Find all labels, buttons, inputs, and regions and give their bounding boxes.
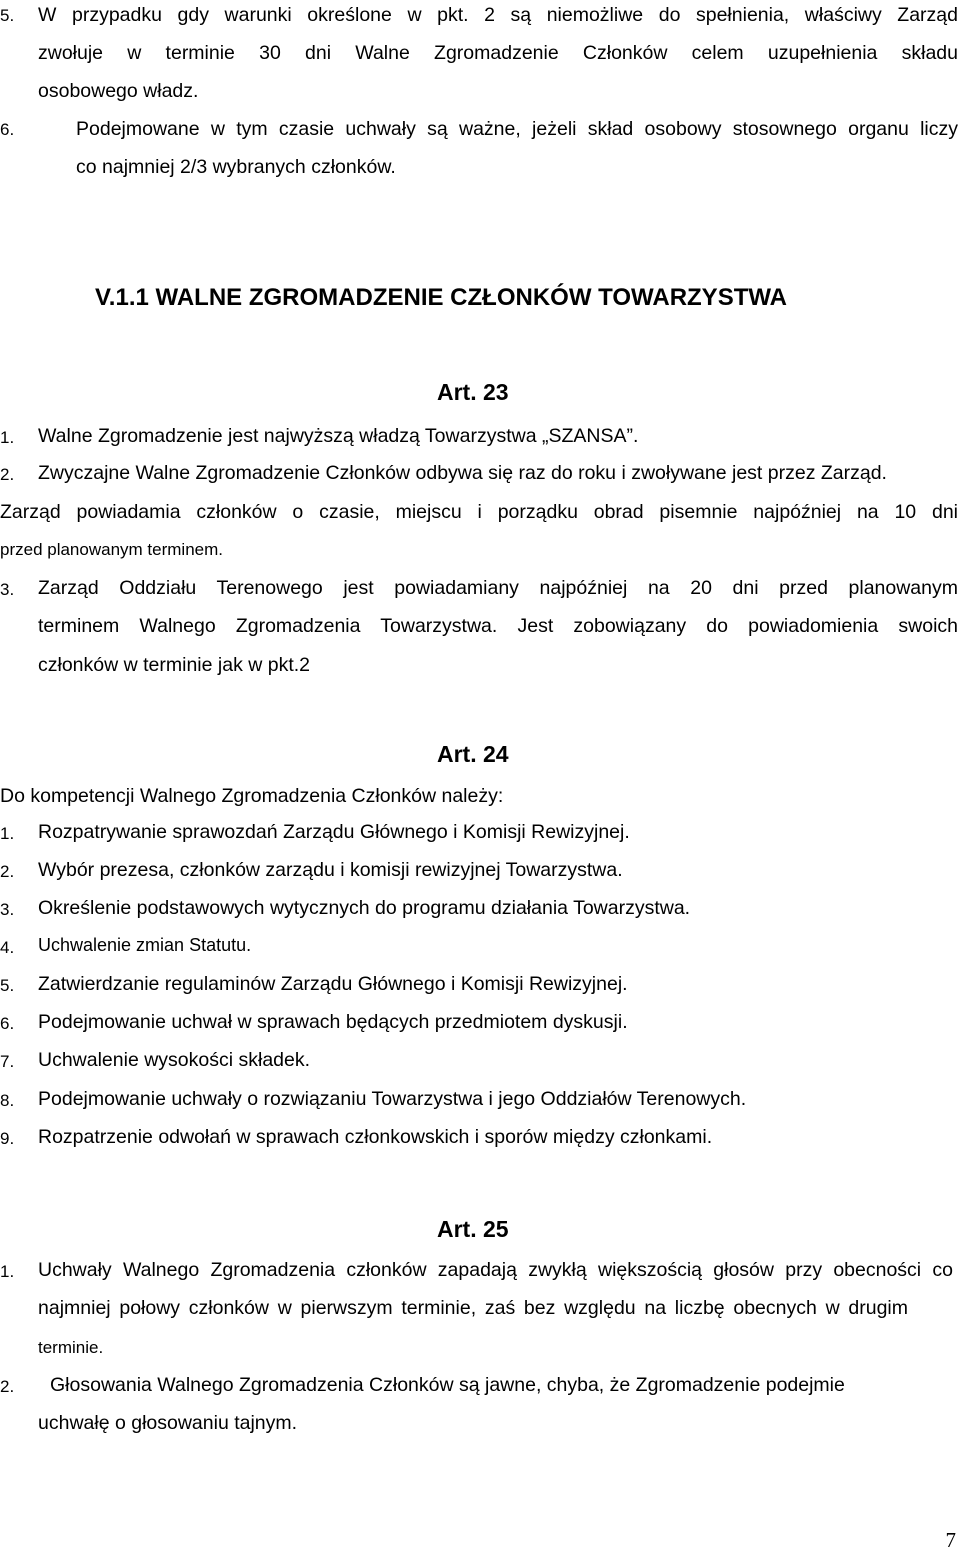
art-23-p1-number: 1. [0, 428, 15, 447]
art-24-item-8: Podejmowanie uchwały o rozwiązaniu Towarzystwa i jego Oddziałów Terenowych. [38, 1088, 747, 1110]
item-6-line-2: co najmniej 2/3 wybranych członków. [76, 156, 396, 178]
art-24-item-5: Zatwierdzanie regulaminów Zarządu Głównego i Komisji Rewizyjnej. [38, 973, 628, 995]
art-24-item-1: Rozpatrywanie sprawozdań Zarządu Głównego i Komisji Rewizyjnej. [38, 821, 630, 843]
item-5-line-3: osobowego władz. [38, 80, 199, 102]
art-23-p3-line-1: Zarząd Oddziału Terenowego jest powiadamiany najpóźniej na 20 dni przed planowanym [38, 577, 958, 599]
art-24-item-3-number: 3. [0, 900, 15, 919]
art-24-intro: Do kompetencji Walnego Zgromadzenia Członków należy: [0, 785, 504, 807]
art-24-item-8-number: 8. [0, 1091, 15, 1110]
item-5-line-1: W przypadku gdy warunki określone w pkt. 2 są niemożliwe do spełnienia, właściwy Zarząd [38, 4, 958, 26]
art-23-p2-number: 2. [0, 465, 15, 484]
art-25-p1-line-3: terminie. [38, 1338, 104, 1357]
art-24-item-5-number: 5. [0, 976, 15, 995]
art-23-p1-line-1: Walne Zgromadzenie jest najwyższą władzą Towarzystwa „SZANSA”. [38, 425, 639, 447]
art-25-p2-number: 2. [0, 1377, 15, 1396]
art-24-item-2: Wybór prezesa, członków zarządu i komisji rewizyjnej Towarzystwa. [38, 859, 623, 881]
page-number: 7 [945, 1528, 956, 1552]
art-23-p2-line-1: Zwyczajne Walne Zgromadzenie Członków odbywa się raz do roku i zwoływane jest przez Zarząd. [38, 462, 887, 484]
art-25-p2-line-2: uchwałę o głosowaniu tajnym. [38, 1412, 298, 1434]
art-23-p3-number: 3. [0, 580, 15, 599]
item-6-line-1: Podejmowane w tym czasie uchwały są ważne, jeżeli skład osobowy stosownego organu liczy [76, 118, 958, 140]
art-23-p2-line-2: Zarząd powiadamia członków o czasie, miejscu i porządku obrad pisemnie najpóźniej na 10 dni [0, 501, 958, 523]
art-24-item-3: Określenie podstawowych wytycznych do programu działania Towarzystwa. [38, 897, 691, 919]
art-25-p1-line-2: najmniej połowy członków w pierwszym terminie, zaś bez względu na liczbę obecnych w drugim [38, 1297, 908, 1319]
section-heading: V.1.1 WALNE ZGROMADZENIE CZŁONKÓW TOWARZYSTWA [95, 284, 788, 311]
art-24-item-9: Rozpatrzenie odwołań w sprawach członkowskich i sporów między członkami. [38, 1126, 713, 1148]
art-23-p3-line-2: terminem Walnego Zgromadzenia Towarzystwa. Jest zobowiązany do powiadomienia swoich [38, 615, 958, 637]
art-24-item-6: Podejmowanie uchwał w sprawach będących przedmiotem dyskusji. [38, 1011, 628, 1033]
art-24-item-9-number: 9. [0, 1129, 15, 1148]
art-24-item-2-number: 2. [0, 862, 15, 881]
art-24-title: Art. 24 [437, 741, 509, 767]
item-5-line-2: zwołuje w terminie 30 dni Walne Zgromadzenie Członków celem uzupełnienia składu [38, 42, 958, 64]
art-23-p2-line-3: przed planowanym terminem. [0, 540, 223, 559]
art-24-item-6-number: 6. [0, 1014, 15, 1033]
art-23-p3-line-3: członków w terminie jak w pkt.2 [38, 654, 311, 676]
art-25-title: Art. 25 [437, 1216, 509, 1242]
item-5-number: 5. [0, 6, 15, 25]
art-24-item-4: Uchwalenie zmian Statutu. [38, 935, 252, 955]
art-25-p1-line-1: Uchwały Walnego Zgromadzenia członków zapadają zwykłą większością głosów przy obecności co [38, 1259, 953, 1281]
art-24-item-4-number: 4. [0, 938, 15, 957]
art-24-item-7: Uchwalenie wysokości składek. [38, 1049, 311, 1071]
item-6-number: 6. [0, 120, 15, 139]
art-23-title: Art. 23 [437, 379, 509, 405]
art-25-p2-line-1: Głosowania Walnego Zgromadzenia Członków są jawne, chyba, że Zgromadzenie podejmie [50, 1374, 845, 1396]
art-24-item-7-number: 7. [0, 1052, 15, 1071]
art-24-item-1-number: 1. [0, 824, 15, 843]
art-25-p1-number: 1. [0, 1262, 15, 1281]
